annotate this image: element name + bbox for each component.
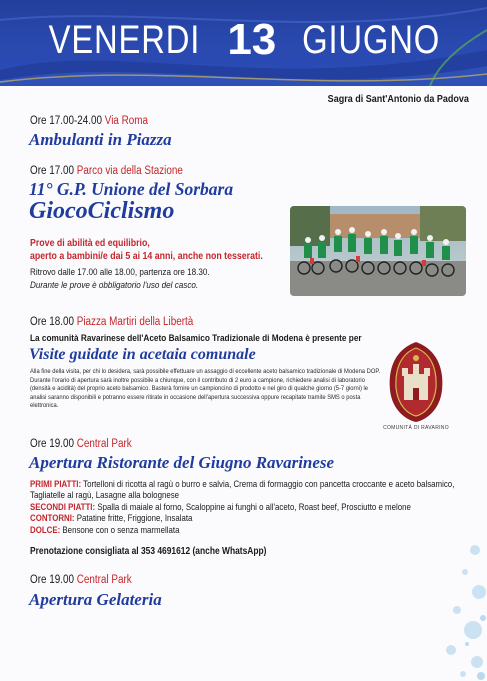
event-4-time-line (30, 438, 132, 450)
event-2-place: Parco via della Stazione (76, 165, 183, 177)
header-date-number: 13 (227, 15, 277, 64)
header-banner (0, 0, 487, 86)
crest-label: COMUNITÀ DI RAVARINO (383, 425, 449, 431)
menu-line-dolce: DOLCE: Bensone con o senza marmellata (30, 524, 180, 536)
gociclismo-photo (290, 206, 466, 296)
event-2-note: Durante le prove è obbligatorio l'uso del casco. (30, 280, 199, 290)
event-1-time-line (30, 115, 148, 127)
event-2-info: Ritrovo dalle 17.00 alle 18.00, partenza ore 18.30. (30, 267, 210, 277)
event-4-title: Apertura Ristorante del Giugno Ravarinese (29, 453, 335, 472)
event-5-place: Central Park (76, 574, 132, 586)
menu-line-contorni: CONTORNI: Patatine fritte, Friggione, Insalata (30, 513, 193, 525)
header-month: GIUGNO (301, 17, 440, 62)
event-3-title: Visite guidate in acetaia comunale (29, 346, 256, 363)
bubbles-decoration (427, 300, 487, 681)
event-2-title-line1: 11° G.P. Unione del Sorbara (29, 179, 234, 199)
header-date-title (0, 15, 487, 65)
event-3-intro: La comunità Ravarinese dell'Aceto Balsamico Tradizionale di Modena è presente per (30, 333, 362, 344)
event-2-desc-line1: Prove di abilità ed equilibrio, (30, 238, 150, 249)
header-subtitle: Sagra di Sant'Antonio da Padova (327, 94, 469, 105)
event-5-title: Apertura Gelateria (29, 590, 162, 609)
event-5-time-line (30, 574, 132, 586)
event-1-place: Via Roma (104, 115, 149, 127)
event-2-title-line2: GiocoCiclismo (29, 198, 175, 224)
event-2-desc-line2: aperto a bambini/e dai 5 ai 14 anni, anche non tesserati. (30, 251, 263, 262)
event-3-body: Alla fine della visita, per chi lo desidera, sarà possibile effettuare un assaggio di eccellente aceto balsamico tradizionale di Modena DOP. Durante l'orario di apertura sarà inoltre possibile a chiunque, con il contributo di 2 euro a campione, richiedere analisi di laboratorio (densità e acidità) del proprio aceto balsamico. Basterà fornire un campioncino di prodotto e nel giro di qualche giorno (5-7 giorni) le analisi saranno disponibili e potranno essere ritirate in occasione dell'apertura successiva oppure recapitate tramite SMS o posta elettronica. (30, 368, 381, 410)
menu-line-secondi: SECONDI PIATTI: Spalla di maiale al forno, Scaloppine ai funghi o all'aceto, Roast beef, Prosciutto e melone (30, 501, 411, 513)
event-5-time: Ore 19.00 (30, 574, 74, 586)
event-2-time-line (30, 165, 183, 177)
event-3-time-line (30, 316, 193, 328)
event-2-time: Ore 17.00 (30, 165, 74, 177)
restaurant-menu (30, 479, 462, 536)
event-4-time: Ore 19.00 (30, 438, 74, 450)
event-3-time: Ore 18.00 (30, 316, 74, 328)
event-4-place: Central Park (76, 438, 132, 450)
event-3-place: Piazza Martiri della Libertà (76, 316, 194, 328)
header-day: VENERDI (48, 17, 201, 62)
event-4-booking: Prenotazione consigliata al 353 4691612 (anche WhatsApp) (30, 546, 267, 557)
menu-line-primi: PRIMI PIATTI: Tortelloni di ricotta al ragù o burro e salvia, Crema di formaggio con pancetta croccante e aceto balsamico, Tagliatelle al ragù, Lasagne alla bolognese (30, 479, 455, 502)
event-1-time: Ore 17.00-24.00 (30, 115, 103, 127)
event-1-title: Ambulanti in Piazza (29, 130, 172, 149)
